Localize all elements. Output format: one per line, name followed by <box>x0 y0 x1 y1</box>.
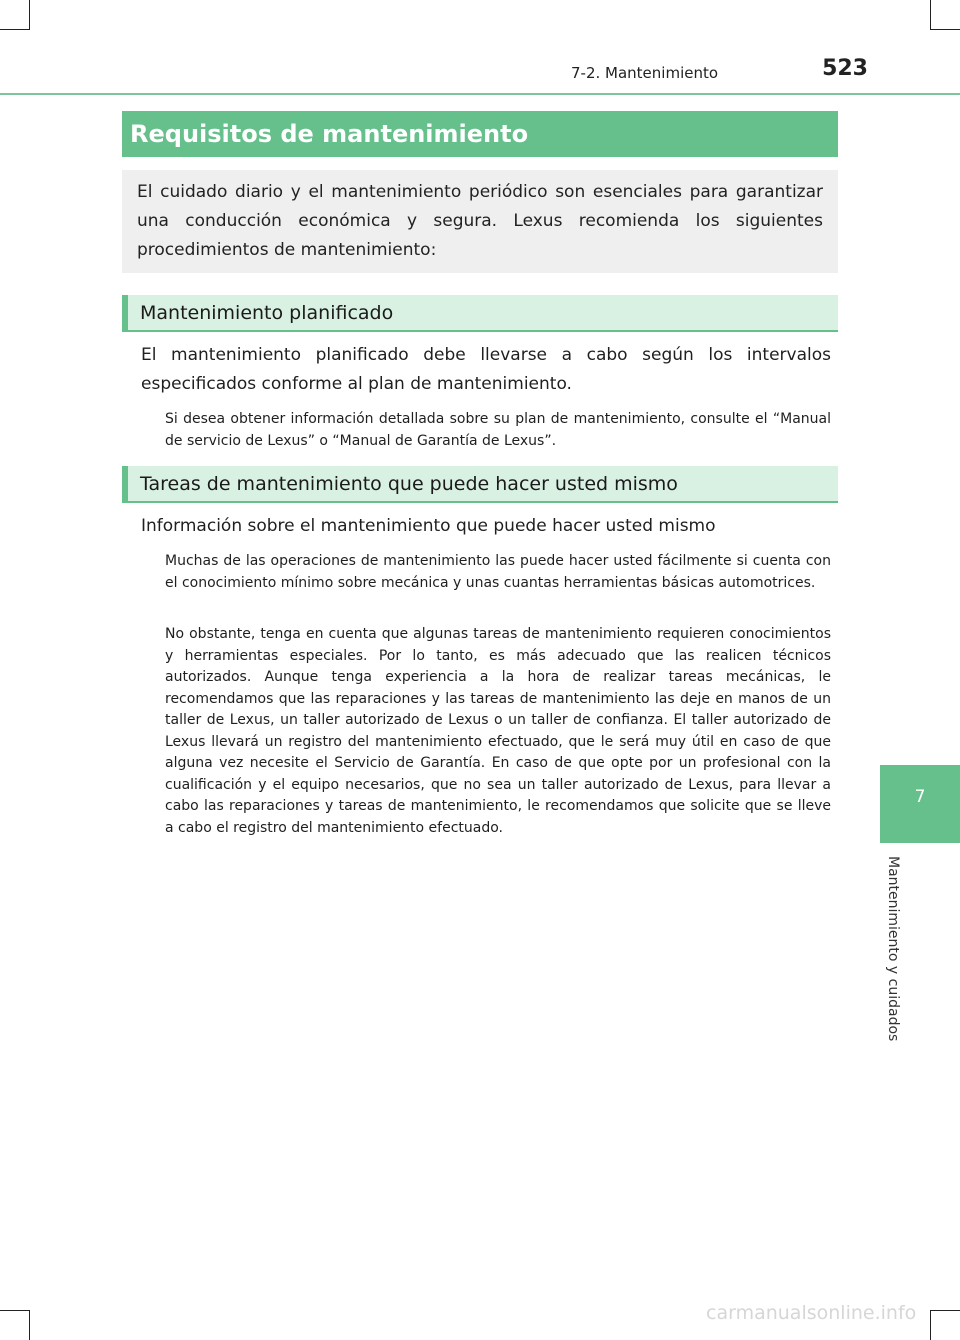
chapter-tab <box>880 765 960 843</box>
section-body-text: Información sobre el mantenimiento que puede hacer usted mismo <box>141 516 716 536</box>
page-title: Requisitos de mantenimiento <box>130 120 529 148</box>
section-body-text: El mantenimiento planificado debe llevarse a cabo según los intervalos especificados conforme al plan de mantenimiento. <box>141 345 831 394</box>
section-note-text: No obstante, tenga en cuenta que algunas tareas de mantenimiento requieren conocimientos y herramientas especiales. Por lo tanto, es más adecuado que las realicen técnicos autorizados. Aunque tenga experiencia a la hora de realizar tareas mecánicas, le recomendamos que las reparaciones y las tareas de mantenimiento las deje en manos de un taller de Lexus, un taller autorizado de Lexus o un taller de confianza. El taller autorizado de Lexus llevará un registro del mantenimiento efectuado, que le será muy útil en caso de que alguna vez necesite el Servicio de Garantía. En caso de que opte por un profesional con la cualificación y el equipo necesarios, que no sea un taller autorizado de Lexus, para llevar a cabo las reparaciones y tareas de mantenimiento, le recomendamos que solicite que se lleve a cabo el registro del mantenimiento efectuado. <box>165 626 831 836</box>
crop-mark-top-left-v <box>29 0 30 30</box>
page-title-bar <box>122 111 838 157</box>
section-heading-planned-maintenance <box>122 295 838 332</box>
section-note-text: Si desea obtener información detallada sobre su plan de mantenimiento, consulte el “Manual de servicio de Lexus” o “Manual de Garantía de Lexus”. <box>165 411 831 449</box>
section-note-text: Muchas de las operaciones de mantenimiento las puede hacer usted fácilmente si cuenta con el conocimiento mínimo sobre mecánica y unas cuantas herramientas básicas automotrices. <box>165 553 831 591</box>
chapter-number: 7 <box>914 787 926 807</box>
section-heading-text: Mantenimiento planificado <box>140 302 394 324</box>
page-number: 523 <box>822 56 868 81</box>
section-heading-text: Tareas de mantenimiento que puede hacer usted mismo <box>140 473 678 495</box>
crop-mark-top-left-h <box>0 29 30 30</box>
intro-box <box>122 170 838 273</box>
intro-text: El cuidado diario y el mantenimiento periódico son esenciales para garantizar una conducción económica y segura. Lexus recomienda los siguientes procedimientos de mantenimiento: <box>137 182 823 260</box>
crop-mark-top-right-h <box>930 29 960 30</box>
crop-mark-top-right-v <box>930 0 931 30</box>
crop-mark-bottom-left-h <box>0 1310 30 1311</box>
crop-mark-bottom-right-h <box>930 1310 960 1311</box>
section-reference: 7-2. Mantenimiento <box>571 64 719 82</box>
crop-mark-bottom-left-v <box>29 1310 30 1340</box>
chapter-label: Mantenimiento y cuidados <box>885 856 901 1042</box>
watermark-text: carmanualsonline.info <box>706 1302 917 1324</box>
section-heading-diy-maintenance <box>122 466 838 503</box>
header-divider <box>0 93 960 95</box>
crop-mark-bottom-right-v <box>930 1310 931 1340</box>
